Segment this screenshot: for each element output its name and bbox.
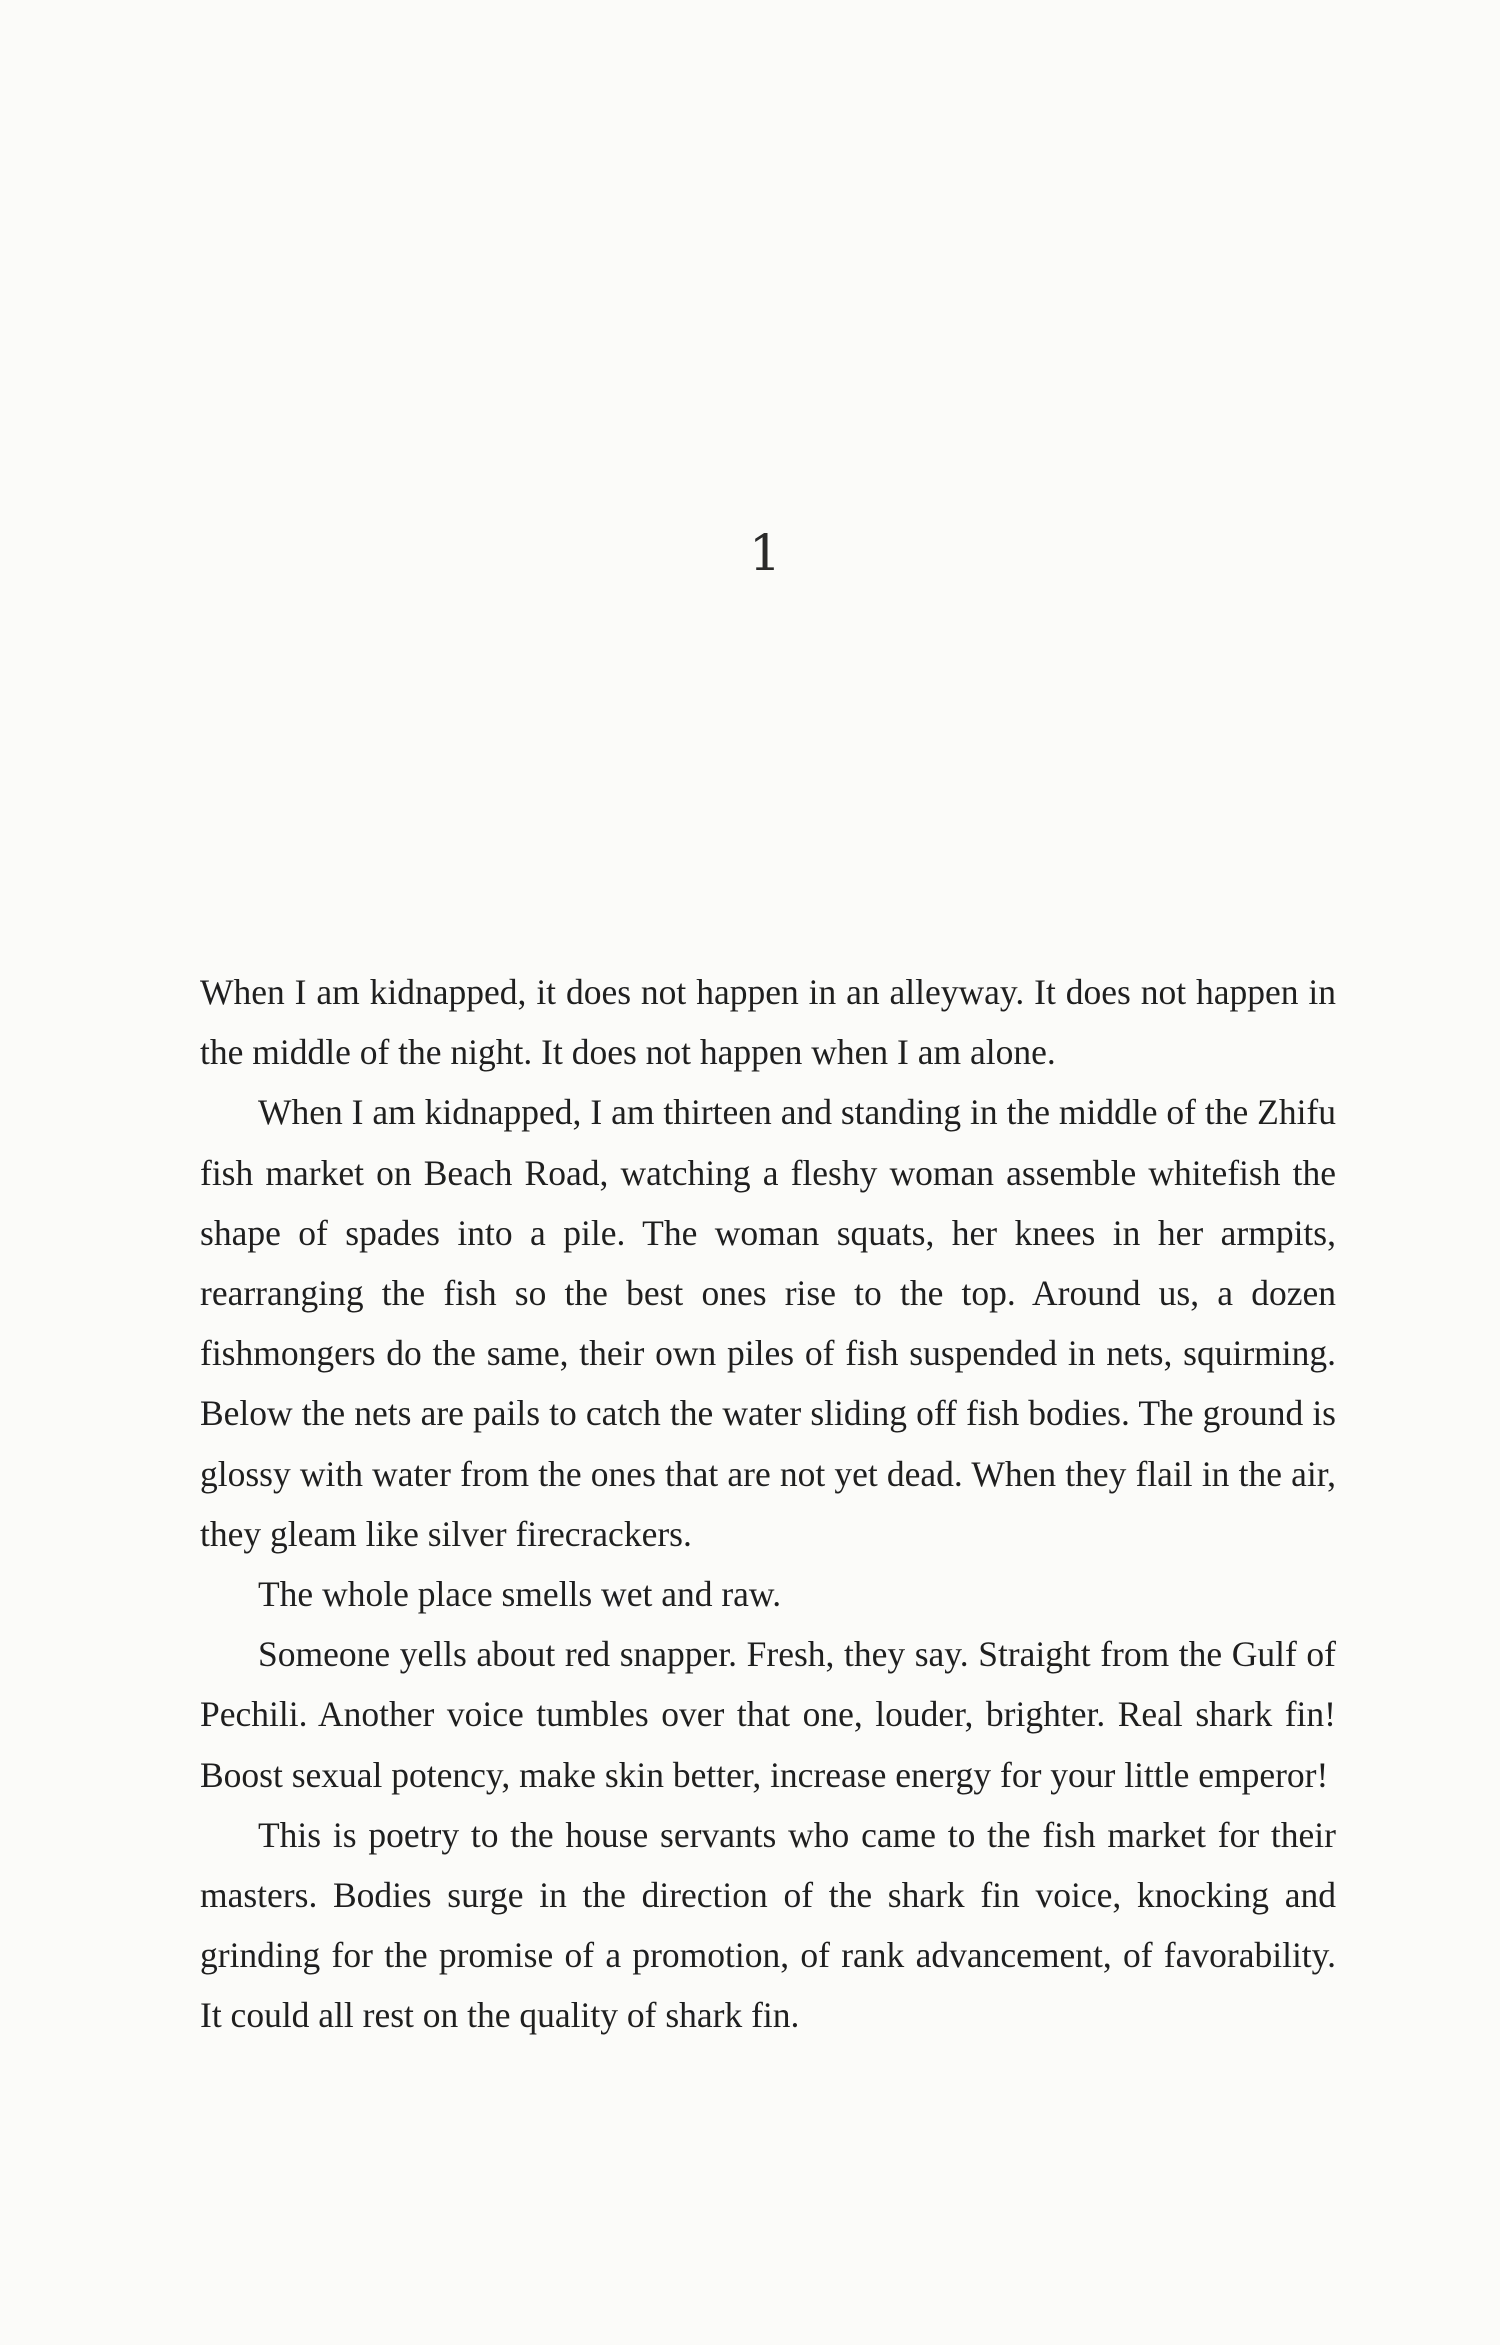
- paragraph: The whole place smells wet and raw.: [258, 1574, 782, 1615]
- paragraph: This is poetry to the house servants who came to the fish market for their masters. Bodies surge in the direction of the shark fin voice, knocking and grinding for the promise of a promotion, of rank advancement, of favorability. It could all rest on the quality of shark fin.: [200, 1814, 1336, 2036]
- chapter-body: [200, 962, 1336, 2046]
- paragraph: When I am kidnapped, I am thirteen and standing in the middle of the Zhifu fish market on Beach Road, watching a fleshy woman assemble whitefish the shape of spades into a pile. The woman squats, her knees in her armpits, rearranging the fish so the best ones rise to the top. Around us, a dozen fishmongers do the same, their own piles of fish suspended in nets, squirming. Below the nets are pails to catch the water sliding off fish bodies. The ground is glossy with water from the ones that are not yet dead. When they flail in the air, they gleam like silver firecrackers.: [200, 1092, 1336, 1554]
- paragraph: When I am kidnapped, it does not happen in an alleyway. It does not happen in the middle of the night. It does not happen when I am alone.: [200, 972, 1336, 1073]
- chapter-number: 1: [749, 524, 781, 582]
- paragraph: Someone yells about red snapper. Fresh, they say. Straight from the Gulf of Pechili. Another voice tumbles over that one, louder, brighter. Real shark fin! Boost sexual potency, make skin better, increase energy for your little emperor!: [200, 1634, 1336, 1795]
